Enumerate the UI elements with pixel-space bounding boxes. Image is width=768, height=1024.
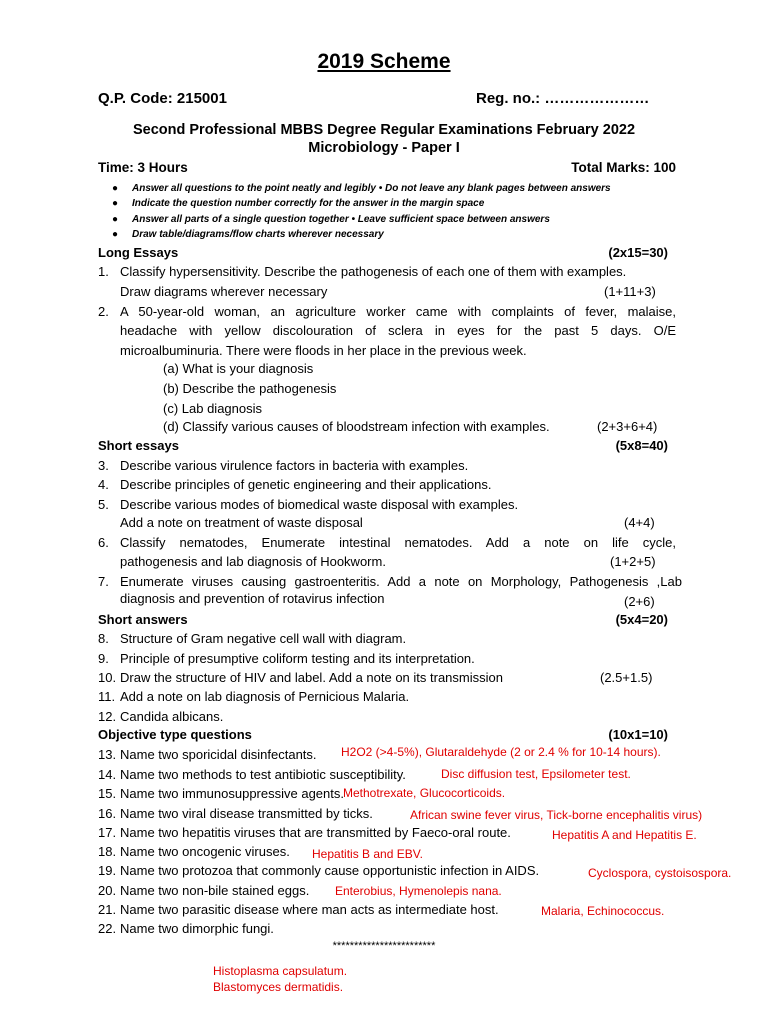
question-text: Candida albicans. xyxy=(120,709,224,724)
reg-no: Reg. no.: ………………… xyxy=(476,90,650,107)
instruction-item: ● Draw table/diagrams/flow charts wherever necessary xyxy=(112,229,384,240)
question-text: Name two sporicidal disinfectants. xyxy=(120,747,317,762)
instruction-item: ● Answer all parts of a single question together • Leave sufficient space between answers xyxy=(112,214,550,225)
question-number: 17. xyxy=(98,825,117,840)
question-text: Name two dimorphic fungi. xyxy=(120,921,274,936)
answer-text: Cyclospora, cystoisospora. xyxy=(588,866,732,880)
question-text: Name two non-bile stained eggs. xyxy=(120,883,310,898)
question-number: 20. xyxy=(98,883,117,898)
question-text: Name two viral disease transmitted by ticks. xyxy=(120,806,373,821)
question-number: 10. xyxy=(98,670,117,685)
question-text: Name two hepatitis viruses that are transmitted by Faeco-oral route. xyxy=(120,825,511,840)
section-heading-objective: Objective type questions xyxy=(98,727,252,742)
question-marks: (1+11+3) xyxy=(604,284,656,299)
question-number: 5. xyxy=(98,497,109,512)
section-heading-long-essays: Long Essays xyxy=(98,245,179,260)
question-text: Add a note on lab diagnosis of Pernicious Malaria. xyxy=(120,689,410,704)
question-subpart: (b) Describe the pathogenesis xyxy=(163,381,337,396)
section-marks: (2x15=30) xyxy=(608,245,668,260)
question-text: Principle of presumptive coliform testing and its interpretation. xyxy=(120,651,475,666)
scheme-title: 2019 Scheme xyxy=(317,50,451,73)
question-number: 14. xyxy=(98,767,117,782)
question-text: microalbuminuria. There were floods in her place in the previous week. xyxy=(120,343,527,358)
answer-text: Blastomyces dermatidis. xyxy=(213,980,344,994)
answer-text: Disc diffusion test, Epsilometer test. xyxy=(441,767,631,781)
answer-text: Methotrexate, Glucocorticoids. xyxy=(343,786,506,800)
answer-text: Histoplasma capsulatum. xyxy=(213,964,348,978)
answer-text: Malaria, Echinococcus. xyxy=(541,904,665,918)
exam-time: Time: 3 Hours xyxy=(98,160,188,175)
section-marks: (10x1=10) xyxy=(608,727,668,742)
answer-text: H2O2 (>4-5%), Glutaraldehyde (2 or 2.4 % for 10-14 hours). xyxy=(341,745,661,759)
answer-text: African swine fever virus, Tick-borne encephalitis virus) xyxy=(410,808,703,822)
bullet-icon: ● xyxy=(112,183,119,194)
question-marks: (2+3+6+4) xyxy=(597,419,658,434)
question-text: Describe principles of genetic engineering and their applications. xyxy=(120,477,492,492)
section-heading-short-answers: Short answers xyxy=(98,612,188,627)
question-number: 6. xyxy=(98,535,109,550)
question-number: 8. xyxy=(98,631,109,646)
question-number: 15. xyxy=(98,786,117,801)
question-number: 19. xyxy=(98,863,117,878)
bullet-icon: ● xyxy=(112,214,119,225)
question-text: A 50-year-old woman, an agriculture worker came with complaints of fever, malaise, xyxy=(120,304,676,319)
question-subpart: (c) Lab diagnosis xyxy=(163,401,262,416)
section-heading-short-essays: Short essays xyxy=(98,438,179,453)
question-text: Name two immunosuppressive agents. xyxy=(120,786,344,801)
exam-title: Second Professional MBBS Degree Regular Examinations February 2022 xyxy=(132,122,636,138)
question-text: Structure of Gram negative cell wall with diagram. xyxy=(120,631,407,646)
question-text: Describe various virulence factors in bacteria with examples. xyxy=(120,458,469,473)
question-text: Classify hypersensitivity. Describe the pathogenesis of each one of them with examples. xyxy=(120,264,627,279)
instruction-item: ● Answer all questions to the point neatly and legibly • Do not leave any blank pages between answers xyxy=(112,183,611,194)
question-text: Name two protozoa that commonly cause opportunistic infection in AIDS. xyxy=(120,863,540,878)
question-subpart: (a) What is your diagnosis xyxy=(163,361,314,376)
question-number: 4. xyxy=(98,477,109,492)
question-number: 7. xyxy=(98,574,109,589)
question-marks: (1+2+5) xyxy=(610,554,656,569)
question-text: Describe various modes of biomedical waste disposal with examples. xyxy=(120,497,519,512)
question-text: diagnosis and prevention of rotavirus infection xyxy=(120,591,385,606)
section-marks: (5x4=20) xyxy=(615,612,668,627)
question-subpart: (d) Classify various causes of bloodstream infection with examples. xyxy=(163,419,550,434)
question-number: 21. xyxy=(98,902,117,917)
end-of-paper-stars: ************************ xyxy=(332,940,436,952)
subject-title: Microbiology - Paper I xyxy=(308,140,460,156)
question-text: Draw the structure of HIV and label. Add a note on its transmission xyxy=(120,670,503,685)
question-number: 2. xyxy=(98,304,109,319)
question-marks: (2.5+1.5) xyxy=(600,670,653,685)
question-number: 1. xyxy=(98,264,109,279)
question-number: 12. xyxy=(98,709,117,724)
answer-text: Enterobius, Hymenolepis nana. xyxy=(335,884,502,898)
question-text: headache with yellow discolouration of sclera in eyes for the past 5 days. O/E xyxy=(120,323,676,338)
question-text: Draw diagrams wherever necessary xyxy=(120,284,328,299)
question-number: 16. xyxy=(98,806,117,821)
question-number: 22. xyxy=(98,921,117,936)
question-marks: (2+6) xyxy=(624,594,655,609)
total-marks: Total Marks: 100 xyxy=(571,160,676,175)
question-number: 3. xyxy=(98,458,109,473)
question-number: 18. xyxy=(98,844,117,859)
bullet-icon: ● xyxy=(112,229,119,240)
question-text: Add a note on treatment of waste disposal xyxy=(120,515,363,530)
question-number: 9. xyxy=(98,651,109,666)
question-text: Name two methods to test antibiotic susceptibility. xyxy=(120,767,406,782)
answer-text: Hepatitis A and Hepatitis E. xyxy=(552,828,697,842)
question-text: Name two oncogenic viruses. xyxy=(120,844,290,859)
instruction-item: ● Indicate the question number correctly for the answer in the margin space xyxy=(112,198,485,209)
question-number: 13. xyxy=(98,747,117,762)
question-marks: (4+4) xyxy=(624,515,655,530)
question-text: Name two parasitic disease where man acts as intermediate host. xyxy=(120,902,499,917)
answer-text: Hepatitis B and EBV. xyxy=(312,847,423,861)
section-marks: (5x8=40) xyxy=(615,438,668,453)
bullet-icon: ● xyxy=(112,198,119,209)
question-number: 11. xyxy=(98,689,116,704)
question-text: pathogenesis and lab diagnosis of Hookworm. xyxy=(120,554,386,569)
qp-code: Q.P. Code: 215001 xyxy=(98,90,227,107)
question-text: Classify nematodes, Enumerate intestinal nematodes. Add a note on life cycle, xyxy=(120,535,676,550)
question-text: Enumerate viruses causing gastroenteritis. Add a note on Morphology, Pathogenesis ,Lab xyxy=(120,574,682,589)
